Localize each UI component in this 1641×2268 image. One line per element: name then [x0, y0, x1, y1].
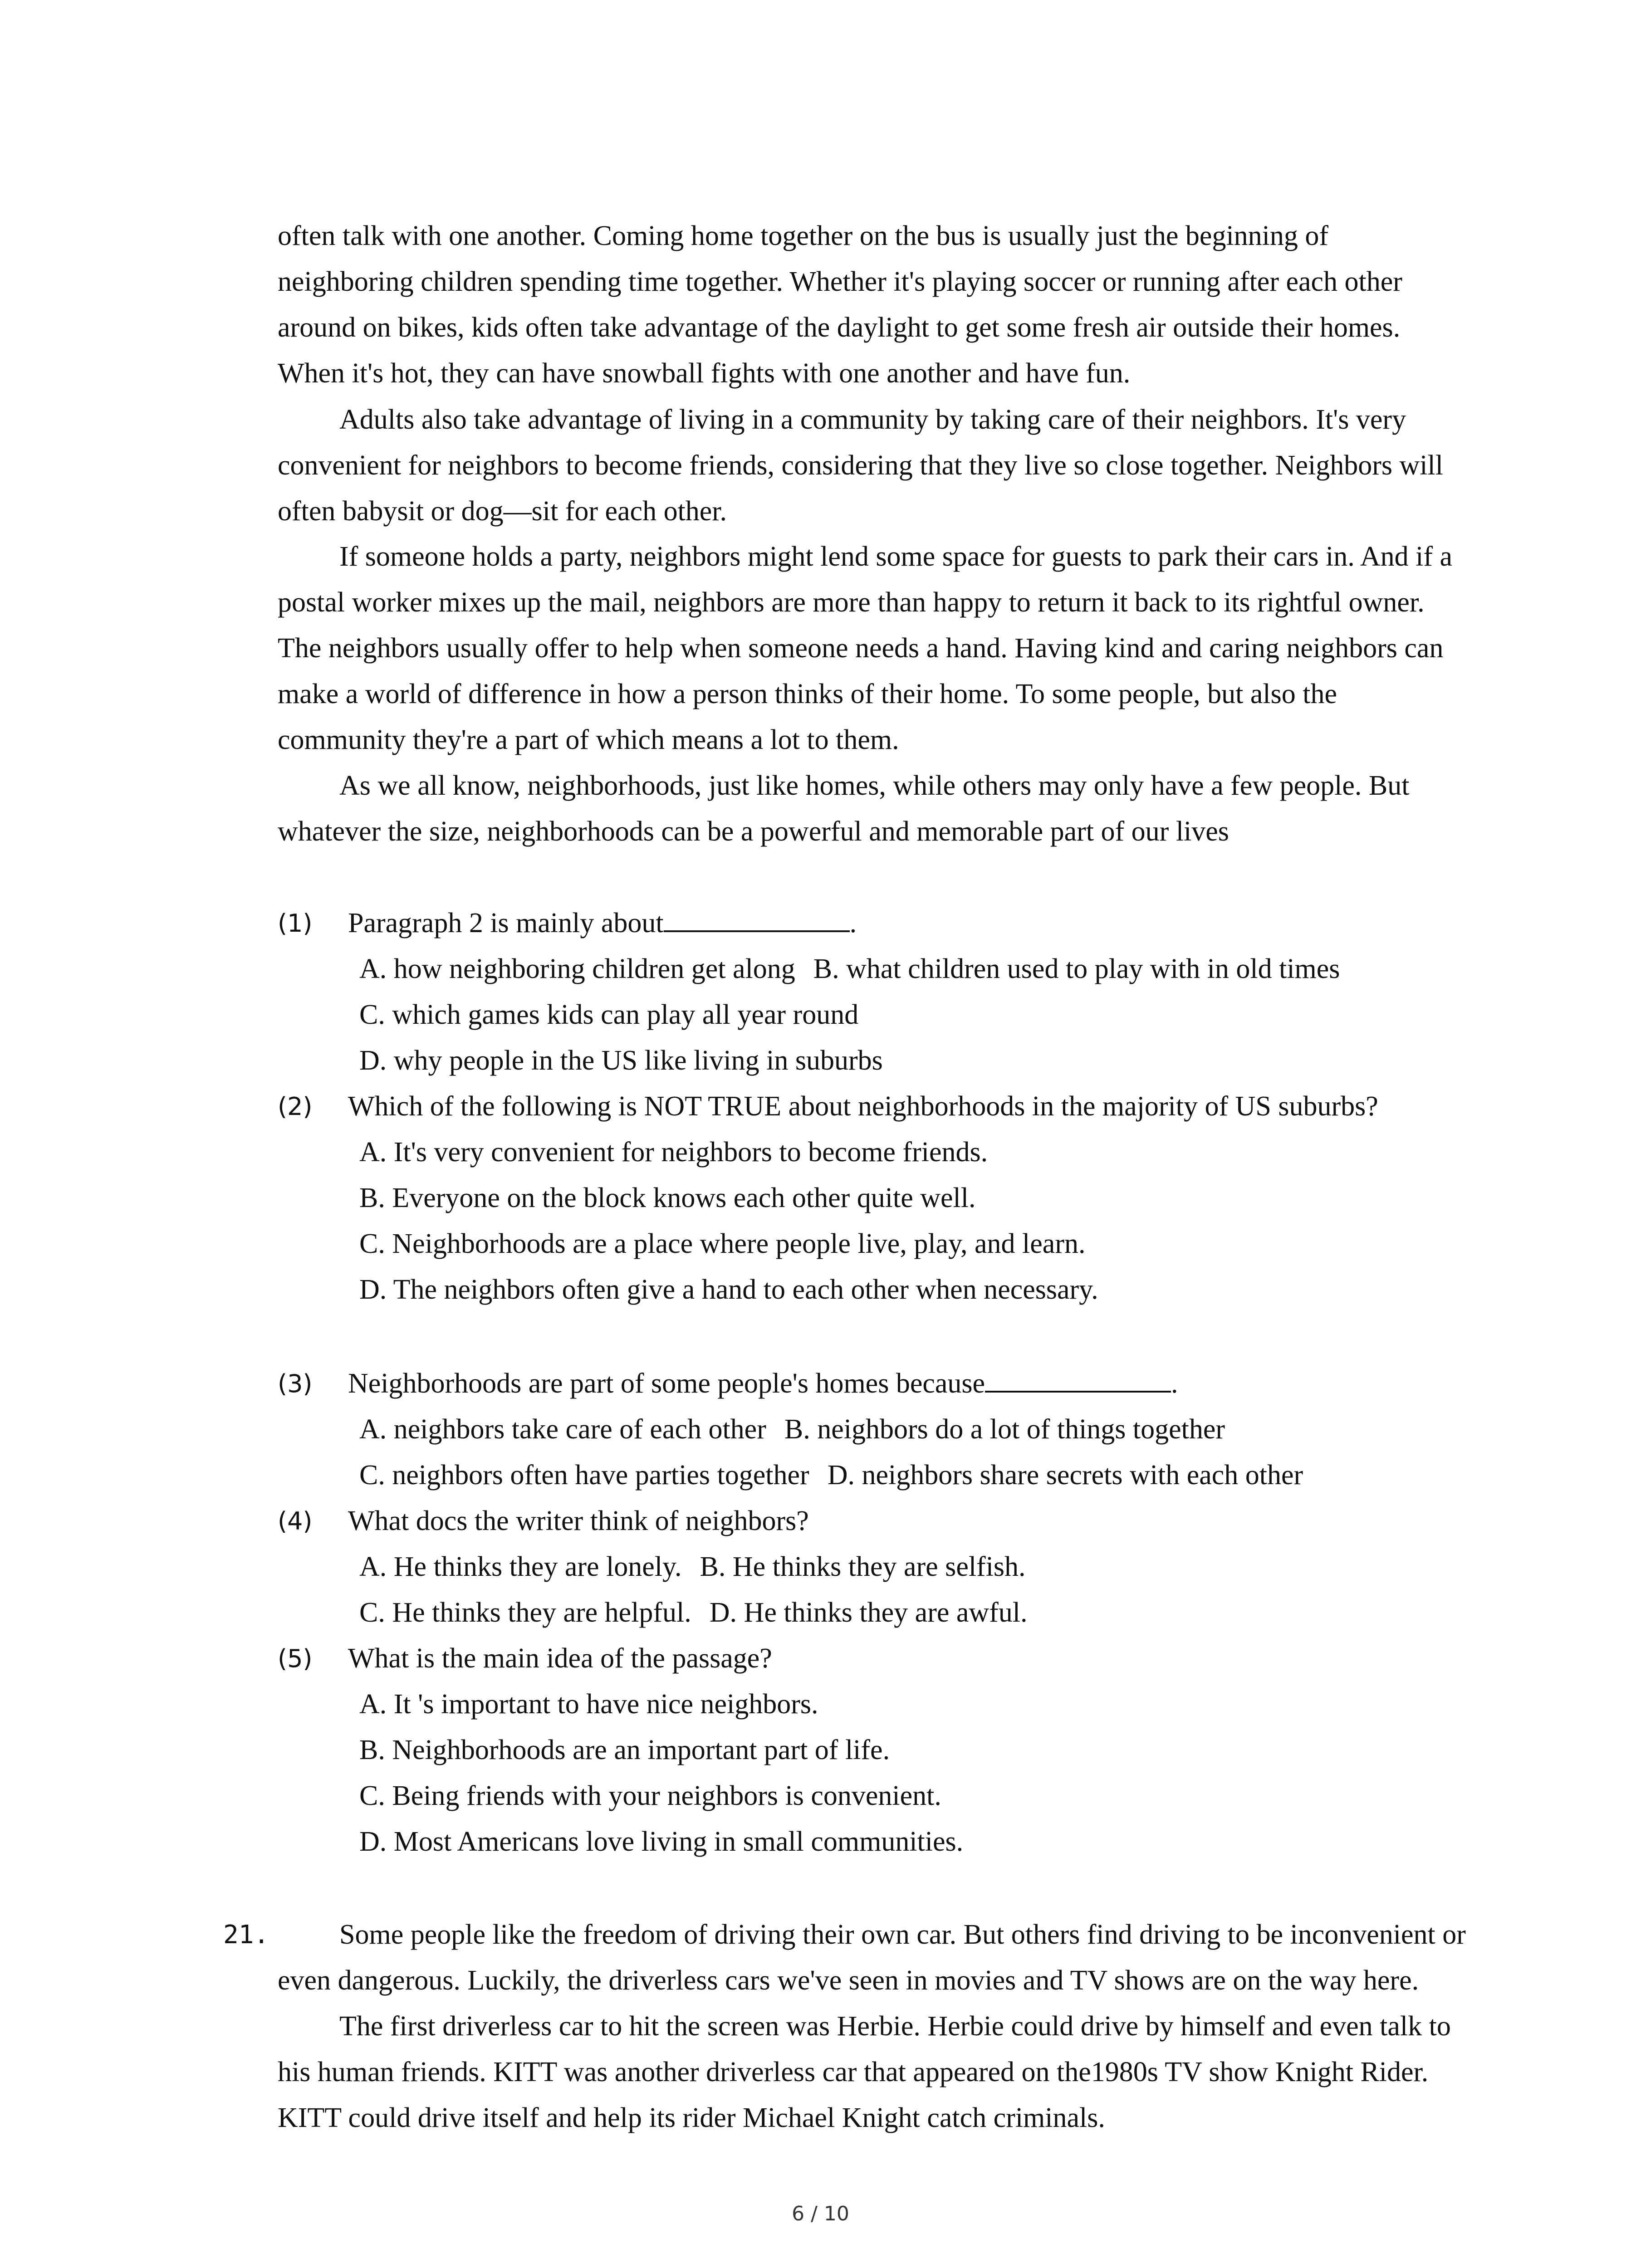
option-b: B. Everyone on the block knows each other quite well.	[359, 1183, 976, 1213]
item-21-paragraph-1: Some people like the freedom of driving their own car. But others find driving to be inconvenient or even dangerous. Luckily, the driverless cars we've seen in movies and TV shows are on the way here.	[278, 1919, 1466, 1996]
question-stem: Paragraph 2 is mainly about .	[348, 900, 1460, 946]
question-stem: Which of the following is NOT TRUE about neighborhoods in the majority of US suburbs?	[348, 1091, 1378, 1122]
page-number: 6 / 10	[792, 2202, 849, 2225]
option-row	[359, 1544, 1503, 1590]
option-row	[359, 1267, 1503, 1313]
option-b: B. neighbors do a lot of things together	[784, 1414, 1225, 1445]
question-number: (5)	[278, 1644, 313, 1673]
option-b: B. what children used to play with in old times	[813, 953, 1340, 984]
option-c: C. He thinks they are helpful.	[359, 1597, 691, 1628]
item-number: 21.	[223, 1920, 269, 1950]
option-row	[359, 946, 1503, 992]
option-row	[359, 1129, 1503, 1175]
question-4	[278, 1498, 1503, 1636]
option-a: A. how neighboring children get along	[359, 953, 795, 984]
option-row	[359, 1407, 1503, 1452]
passage-paragraph-4: As we all know, neighborhoods, just like homes, while others may only have a few people. But whatever the size, neighborhoods can be a powerful and memorable part of our lives	[278, 770, 1410, 847]
question-stem: What docs the writer think of neighbors?	[348, 1505, 809, 1536]
option-row	[359, 1221, 1503, 1267]
option-a: A. It 's important to have nice neighbors.	[359, 1689, 818, 1720]
option-c: C. neighbors often have parties together	[359, 1460, 809, 1491]
option-row	[359, 1773, 1503, 1819]
option-c: C. Neighborhoods are a place where people live, play, and learn.	[359, 1228, 1086, 1259]
question-number: (1)	[278, 909, 313, 938]
answer-blank	[664, 903, 850, 932]
option-a: A. It's very convenient for neighbors to become friends.	[359, 1137, 988, 1168]
option-b: B. He thinks they are selfish.	[700, 1551, 1026, 1582]
item-21	[223, 1912, 1466, 2141]
option-d: D. why people in the US like living in suburbs	[359, 1045, 883, 1076]
option-c: C. Being friends with your neighbors is convenient.	[359, 1780, 941, 1811]
passage-paragraph-3: If someone holds a party, neighbors might lend some space for guests to park their cars in. And if a postal worker mixes up the mail, neighbors are more than happy to return it back to its rightful owner. The neighbors usually offer to help when someone needs a hand. Having kind and caring neighbors can make a world of difference in how a person thinks of their home. To some people, but also the community they're a part of which means a lot to them.	[278, 541, 1452, 755]
option-a: A. neighbors take care of each other	[359, 1414, 766, 1445]
option-row	[359, 1590, 1503, 1636]
option-d: D. Most Americans love living in small communities.	[359, 1826, 964, 1857]
option-row	[359, 1038, 1503, 1084]
question-1	[278, 900, 1503, 1084]
option-row	[359, 1727, 1503, 1773]
option-row	[359, 1681, 1503, 1727]
question-number: (2)	[278, 1092, 313, 1121]
option-row	[359, 1175, 1503, 1221]
answer-blank	[985, 1364, 1171, 1393]
question-5	[278, 1636, 1503, 1865]
option-row	[359, 1819, 1503, 1865]
question-number: (3)	[278, 1369, 313, 1398]
question-stem: Neighborhoods are part of some people's homes because .	[348, 1361, 1460, 1407]
option-row	[359, 992, 1503, 1038]
option-d: D. He thinks they are awful.	[709, 1597, 1028, 1628]
option-a: A. He thinks they are lonely.	[359, 1551, 682, 1582]
question-2	[278, 1084, 1503, 1313]
option-d: D. The neighbors often give a hand to each other when necessary.	[359, 1274, 1098, 1305]
question-number: (4)	[278, 1507, 313, 1535]
item-21-paragraph-2: The first driverless car to hit the screen was Herbie. Herbie could drive by himself and even talk to his human friends. KITT was another driverless car that appeared on the1980s TV show Knight Rider. KITT could drive itself and help its rider Michael Knight catch criminals.	[278, 2011, 1451, 2133]
passage-paragraph-1: often talk with one another. Coming home together on the bus is usually just the beginning of neighboring children spending time together. Whether it's playing soccer or running after each other around on bikes, kids often take advantage of the daylight to get some fresh air outside their homes. When it's hot, they can have snowball fights with one another and have fun.	[278, 220, 1402, 389]
passage-paragraph-2: Adults also take advantage of living in a community by taking care of their neighbors. It's very convenient for neighbors to become friends, considering that they live so close together. Neighbors will often babysit or dog—sit for each other.	[278, 404, 1443, 527]
option-d: D. neighbors share secrets with each other	[827, 1460, 1303, 1491]
question-stem: What is the main idea of the passage?	[348, 1643, 772, 1674]
option-row	[359, 1452, 1503, 1498]
option-c: C. which games kids can play all year round	[359, 999, 859, 1030]
question-3	[278, 1361, 1503, 1498]
option-b: B. Neighborhoods are an important part of life.	[359, 1735, 890, 1765]
